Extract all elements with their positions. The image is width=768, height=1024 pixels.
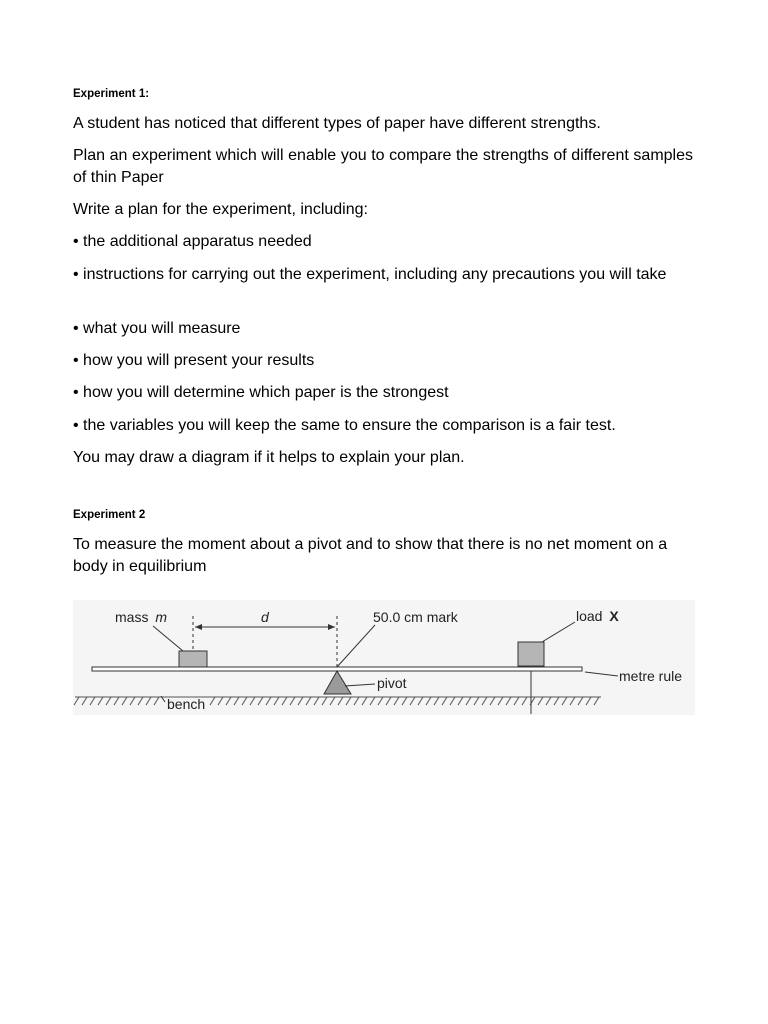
experiment-1-intro: A student has noticed that different types of paper have different strengths. [73, 115, 601, 132]
load-block [518, 642, 544, 666]
experiment-2-heading: Experiment 2 [73, 509, 146, 521]
mass-label: mass m [115, 609, 168, 625]
bench-label: bench [167, 696, 206, 712]
load-label: load X [576, 608, 619, 624]
bullet-item: • how you will present your results [73, 352, 315, 369]
mass-block [179, 651, 207, 667]
mark-label: 50.0 cm mark [373, 609, 458, 625]
pivot-label: pivot [377, 675, 407, 691]
bullet-item: • the additional apparatus needed [73, 233, 312, 250]
metre-rule-label: metre rule [619, 668, 683, 684]
bullet-item: • instructions for carrying out the experiment, including any precautions you will take [73, 266, 667, 283]
experiment-1-instruction: Write a plan for the experiment, including: [73, 201, 368, 218]
bullet-item: • how you will determine which paper is the strongest [73, 384, 449, 401]
experiment-1-task: Plan an experiment which will enable you to compare the strengths of different samples of thin Paper [73, 147, 693, 186]
bullet-item: • what you will measure [73, 320, 241, 337]
experiment-1-heading: Experiment 1: [73, 88, 150, 100]
experiment-2-aim: To measure the moment about a pivot and to show that there is no net moment on a body in equilibrium [73, 536, 668, 575]
experiment-1-closing: You may draw a diagram if it helps to explain your plan. [73, 449, 465, 466]
moments-diagram [73, 600, 695, 715]
distance-label: d [261, 609, 269, 625]
bullet-item: • the variables you will keep the same to ensure the comparison is a fair test. [73, 417, 616, 434]
